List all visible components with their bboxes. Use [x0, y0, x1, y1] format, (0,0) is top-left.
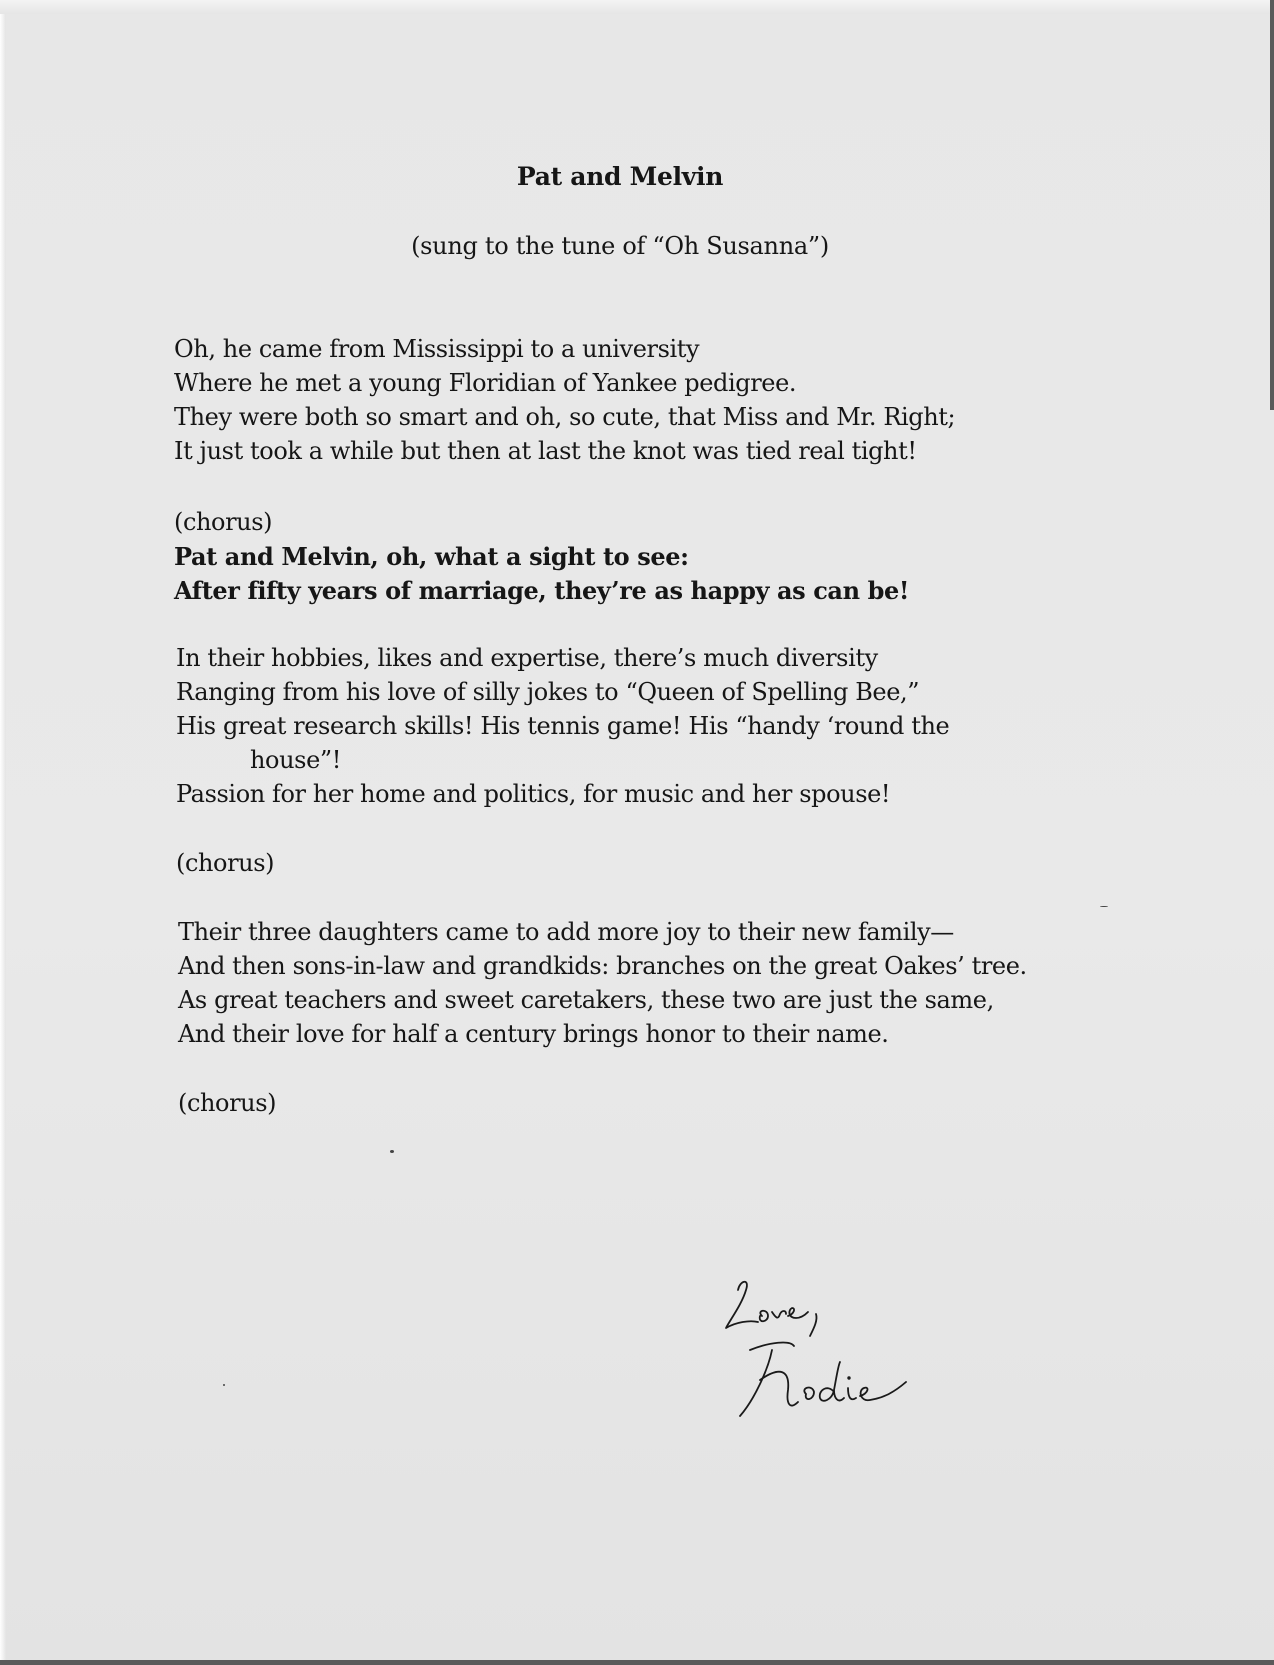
- verse-1-line-4: It just took a while but then at last the knot was tied real tight!: [174, 437, 917, 465]
- verse-1-line-1: Oh, he came from Mississippi to a university: [174, 335, 700, 363]
- chorus-label: (chorus): [178, 1089, 277, 1117]
- handwritten-signature: [710, 1270, 940, 1440]
- verse-2-line-3-continued: house”!: [250, 746, 341, 774]
- chorus-line-1: Pat and Melvin, oh, what a sight to see:: [174, 542, 689, 571]
- song-title: Pat and Melvin: [516, 162, 724, 191]
- verse-1-line-3: They were both so smart and oh, so cute, that Miss and Mr. Right;: [174, 403, 956, 431]
- scan-speck: [390, 1150, 394, 1153]
- page-bottom-edge: [0, 1660, 1274, 1665]
- verse-2-line-1: In their hobbies, likes and expertise, there’s much diversity: [176, 644, 878, 672]
- page-right-edge: [1270, 0, 1274, 410]
- scan-speck: [1100, 906, 1108, 907]
- verse-2-line-3: His great research skills! His tennis game! His “handy ‘round the: [176, 712, 950, 740]
- song-subtitle: (sung to the tune of “Oh Susanna”): [411, 232, 829, 260]
- page-top-edge: [0, 0, 1274, 14]
- verse-3-line-2: And then sons-in-law and grandkids: branches on the great Oakes’ tree.: [178, 952, 1027, 980]
- scan-speck: [223, 1384, 225, 1386]
- verse-1-line-2: Where he met a young Floridian of Yankee pedigree.: [174, 369, 797, 397]
- verse-2-line-2: Ranging from his love of silly jokes to “Queen of Spelling Bee,”: [176, 678, 920, 706]
- verse-2-line-4: Passion for her home and politics, for music and her spouse!: [176, 780, 891, 808]
- verse-3-line-3: As great teachers and sweet caretakers, these two are just the same,: [178, 986, 994, 1014]
- chorus-label: (chorus): [176, 849, 275, 877]
- verse-3-line-4: And their love for half a century brings honor to their name.: [178, 1020, 889, 1048]
- chorus-label: (chorus): [174, 508, 273, 536]
- verse-3-line-1: Their three daughters came to add more joy to their new family—: [178, 918, 954, 946]
- chorus-line-2: After fifty years of marriage, they’re as happy as can be!: [174, 576, 909, 605]
